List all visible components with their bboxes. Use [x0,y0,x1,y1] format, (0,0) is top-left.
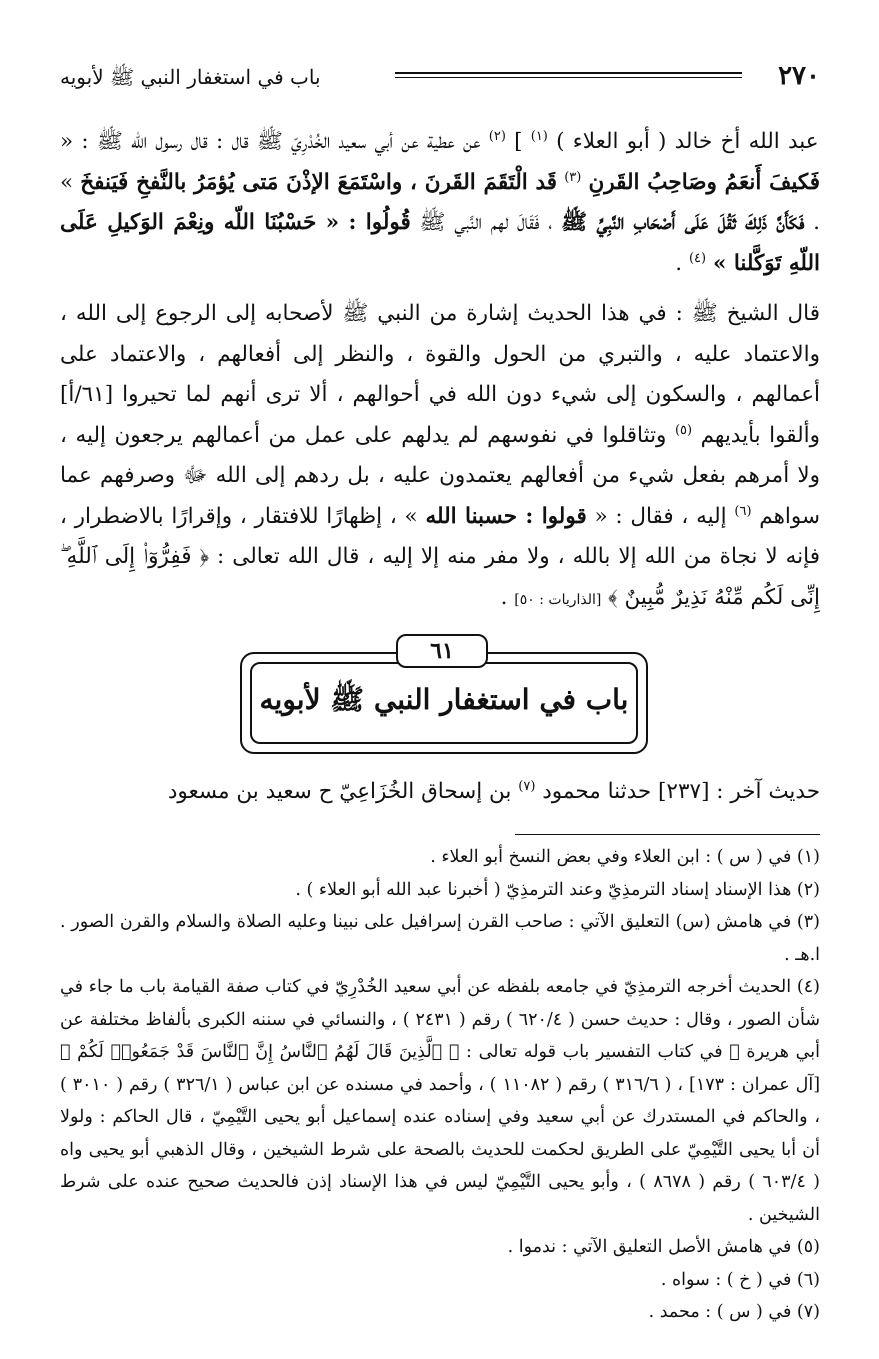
running-title: باب في استغفار النبي ﷺ لأبويه [60,65,321,89]
footnote: (٧) في ( س ) : محمد . [648,1302,820,1322]
text-run: . [500,584,508,610]
hadith-quote: فَكيفَ أَنعَمُ وصَاحِبُ القَرنِ [588,169,820,195]
text-run: قال الشيخ ﷺ : في هذا الحديث إشارة من النبي ﷺ لأصحابه إلى الرجوع إلى الله ، والاعتماد عليه ، والتبري من الحول والقوة ، والنظر إلى أفعالهم ، والاعتماد على أعمالهم ، والسكون إلى شيء دون الله في أحوالهم ، ألا ترى أنهم لما تحيروا [٦١/أ] وألقوا بأيديهم [60,301,820,448]
chapter-number: ٦١ [396,634,488,668]
footnote: (٥) في هامش الأصل التعليق الآتي : ندموا . [507,1237,820,1257]
chapter-title: باب في استغفار النبي ﷺ لأبويه [250,662,638,744]
text-run: وتثاقلوا في نفوسهم لم يدلهم على عمل من أعمالهم يرجعون إليه ، ولا أمرهم بفعل شيء من أفعالهم يعتمدون عليه ، بل ردهم إلى الله ﷻ وصرفهم عما سواهم [60,422,821,529]
header-rule [395,72,742,78]
text-run: » ، إظهارًا للافتقار ، وإقرارًا بالاضطرار ، فإنه لا نجاة من الله إلا بالله ، ولا مفر منه إلا إليه ، قال الله تعالى : ﴿ فَفِرُّوٓا۟ إِلَى ٱللَّهِ ۖ إِنِّى لَكُم مِّنْهُ نَذِيرٌ مُّبِينٌ ﴾ [60,503,820,610]
hadith-quote: فَكَأَنَّ ذَلِكَ ثَقُلَ عَلَى أَصْحَابِ النَّبِيِّ ﷺ [561,210,805,235]
hadith-quote: قَد الْتَقَمَ القَرنَ ، واسْتَمَعَ الإذْنَ مَتى يُؤمَرُ بالنَّفخِ فَيَنفخَ [80,169,558,195]
paragraph-commentary [60,294,820,620]
hadith-quote: قُولُوا : « حَسْبُنَا اللّه ونِعْمَ الوَكيلِ عَلَى اللّهِ تَوَكَّلنا » [60,210,820,276]
footnote: (١) في ( س ) : ابن العلاء وفي بعض النسخ أبو العلاء . [430,847,820,867]
footnotes [60,841,820,1329]
book-page [60,58,820,1329]
text-run: ، فَقَالَ لهم النَّبي ﷺ [410,210,553,235]
page-header [60,58,820,102]
text-run: عبد الله أخ خالد ( أبو العلاء ) [556,129,819,154]
footnote-ref: (١) [530,128,548,144]
page-number: ٢٧٠ [778,61,820,91]
footnote: (٣) في هامش (س) التعليق الآتي : صاحب القرن إسرافيل على نبينا وعليه الصلاة والسلام والقرن الصور . ا.هـ . [60,912,820,965]
footnote: (٦) في ( خ ) : سواه . [660,1269,820,1290]
footnote-ref: (٥) [674,422,693,438]
footnote-ref: (٤) [688,250,707,266]
text-run: إليه ، فقال : « [586,503,727,529]
text-run: ] [505,129,523,154]
text-run: حديث آخر : [٢٣٧] حدثنا محمود [542,779,820,804]
footnote: (٤) الحديث أخرجه الترمذِيّ في جامعه بلفظه عن أبي سعيد الخُدْرِيّ في كتاب صفة القيامة باب ما جاء في شأن الصور ، وقال : حديث حسن ( ٦٢٠/٤ ) رقم ( ٢٤٣١ ) ، والنسائي في سننه الكبرى بألفاظ مختلفة عن أبي هريرة ﷺ في كتاب التفسير باب قوله تعالى : ﴿ ٱلَّذِينَ قَالَ لَهُمُ ٱلنَّاسُ إِنَّ ٱلنَّاسَ قَدْ جَمَعُوا۟ لَكُمْ ﴾ [آل عمران : ١٧٣] ، ( ٣١٦/٦ ) رقم ( ١١٠٨٢ ) ، وأحمد في مسنده عن ابن عباس ( ٣٢٦/١ ) رقم ( ٣٠١٠ ) ، والحاكم في المستدرك عن أبي سعيد وفي إسناده عنده إسماعيل أبو يحيى التَّيْمِيّ ، قال الحاكم : ولولا أن أبا يحيى التَّيْمِيّ على الطريق لحكمت للحديث بالصحة على شرط الشيخين ، وقال الذهبي أبو يحيى واه ( ٦٠٣/٤ ) رقم ( ٨٦٧٨ ) ، وأبو يحيى التَّيْمِيّ ليس في هذا الإسناد إذن فالحديث صحيح عنده على شرط الشيخين . [60,977,821,1225]
footnote-ref: (٧) [518,778,536,794]
hadith-chain-line [60,772,820,812]
quran-reference: [الذاريات : ٥٠] [514,591,602,608]
text-run: . [675,250,683,276]
footnote-ref: (٣) [564,169,582,185]
text-run: عن عطية عن أبي سعيد الخُدْرِيّ ﷺ قال : قال رسول الله ﷺ : « [60,129,481,154]
footnote: (٢) هذا الإسناد إسناد الترمذِيّ وعند الترمذِيّ ( أخبرنا عبد الله أبو العلاء ) . [295,879,820,900]
footnote-divider [515,834,820,835]
quote-bold: قولوا : حسبنا الله [425,503,587,529]
footnote-ref: (٦) [734,503,752,519]
paragraph-hadith-text [60,122,820,284]
footnote-ref: (٢) [488,128,506,144]
chapter-heading [60,634,820,764]
text-run: بن إسحاق الخُزَاعِيّ ح سعيد بن مسعود [167,779,512,804]
text-run: » . [60,169,820,235]
